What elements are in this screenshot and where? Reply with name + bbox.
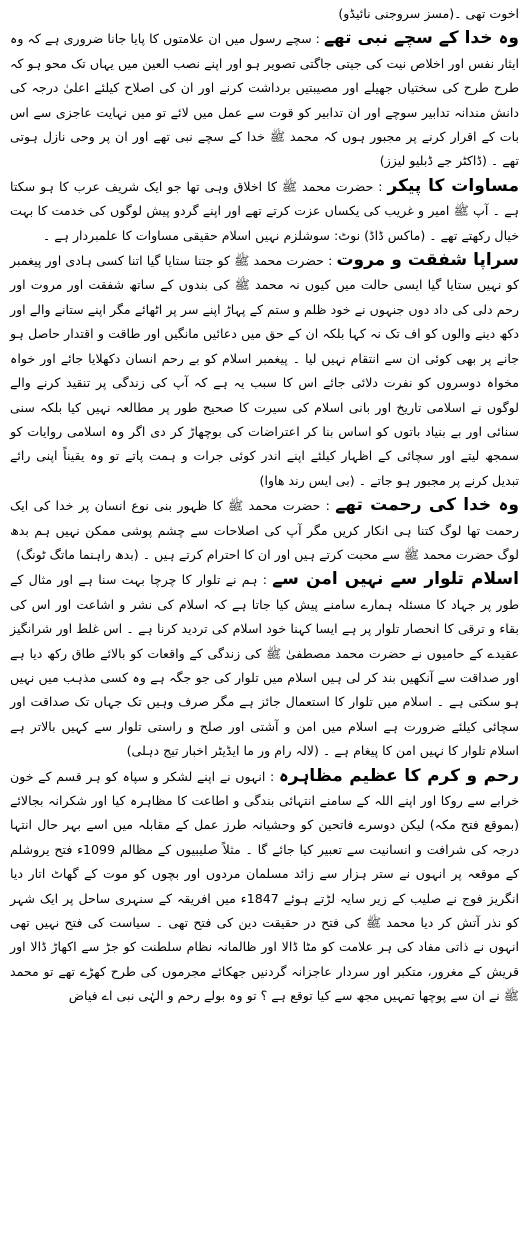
section-true-prophet [10,26,519,173]
section-body: : حضرت محمد ﷺ کا اخلاق وہی تھا جو ایک شریف عرب کا ہو سکتا ہے ۔ آپ ﷺ امیر و غریب کی یکساں عزت کرتے تھے اور اپنے گردو پیش لوگوں کی خدمت کا بہت خیال رکھتے تھے ۔ [10,178,519,243]
section-body: : حضرت محمد ﷺ کا ظہور بنی نوع انسان پر خدا کی ایک رحمت تھا لوگ کتنا ہی انکار کریں مگر آپ کی اصلاحات سے چشم پوشی ممکن نہیں ہم بدھ لوگ حضرت محمد ﷺ سے محبت کرتے ہیں اور ان کا احترام کرتے ہیں ۔ [10,498,519,562]
section-kindness [10,764,519,1009]
section-heading: مساوات کا پیکر [387,175,519,196]
section-citation: (ڈاکٹر جے ڈبلیو لیزز) [379,153,487,169]
section-citation: (ماکس ڈاڈ) نوٹ: سوشلزم نہیں اسلام حقیقی مساوات کا علمبردار ہے ۔ [42,227,426,243]
section-heading: وہ خدا کے سچے نبی تھے [323,28,519,49]
section-equality [10,174,519,248]
section-body: : ہم نے تلوار کا چرچا بہت سنا ہے اور مثال کے طور پر جہاد کا مسئلہ ہمارے سامنے پیش کیا جاتا ہے کہ اسلام کی نشر و اشاعت اور اس کی بقاء و ترقی کا انحصار تلوار پر ہے ایسا کہنا خود اسلام کی تردید کرنا ہے ۔ اس غلط اور شرانگیز عقیدے کے حامیوں نے حضرت محمد مصطفیٰ ﷺ کی زندگی کے واقعات کو بالائے طاق رکھ دیا ہے اور صداقت سے آنکھیں بند کر لی ہیں اسلام میں تلوار کی جو جگہ ہے وہ کسی مذہب میں نہیں ہو سکتی ہے ۔ اسلام میں تلوار کا استعمال جائز ہے مگر صرف وہیں تک جہاں تک صداقت اور سچائی کیلئے ضرورت ہے اسلام میں امن و آشتی اور صلح و راستی تلوار سے کہیں بالاتر ہے اسلام تلوار کا نہیں امن کا پیغام ہے ۔ [10,572,519,759]
section-continuation [10,2,519,26]
section-citation: (بی ایس رند ھاوا) [259,472,355,488]
section-compassion [10,248,519,493]
section-heading: وہ خدا کی رحمت تھے [335,495,519,516]
section-citation: (بدھ راہنما ماتگ ٹونگ) [15,546,139,562]
section-body: : سچے رسول میں ان علامتوں کا پایا جانا ضروری ہے کہ وہ ایثار نفس اور اخلاص نیت کی جیتی جاگتی تصویر ہو اور اپنے نصب العین میں یہاں تک محو ہو کہ طرح طرح کی سختیاں جھیلے اور مصیبتیں برداشت کرنے اور ان کی اصلاح کیلئے اعلیٰ درجہ کی دانش مندانہ تدابیر سوچے اور ان تدابیر کو قوت سے عمل میں لائے تو میں نہایت عاجزی سے اس بات کے اقرار کرنے پر مجبور ہوں کہ محمد ﷺ خدا کے سچے نبی تھے اور ان پر وحی نازل ہوتی تھے ۔ [10,31,519,169]
section-heading: رحم و کرم کا عظیم مظاہرہ [278,765,519,786]
section-mercy [10,493,519,567]
section-body: : حضرت محمد ﷺ کو جتنا ستایا گیا اتنا کسی ہادی اور پیغمبر کو نہیں ستایا گیا ایسی حالت میں کیوں نہ محمد ﷺ کی بندوں کے ساتھ شفقت اور مروت اور رحم دلی کی داد دوں جنہوں نے خود ظلم و ستم کے پہاڑ اپنے سر پر اٹھائے مگر اپنے ستانے والے اور دکھ دینے والوں کو اف تک نہ کہا بلکہ ان کے حق میں دعائیں مانگیں اور طاقت و اقتدار حاصل ہو جانے پر بھی کوئی ان سے انتقام نہیں لیا ۔ پیغمبر اسلام کو بے رحم انسان دکھلایا جائے اور خواہ مخواہ دوسروں کو نفرت دلائی جائے اس کا سبب یہ ہے کہ آپ کی زندگی پر تنقید کرنے والے لوگوں نے اسلامی تاریخ اور بانی اسلام کی سیرت کا صحیح طور پر مطالعہ نہیں کیا بلکہ سنی سنائی اور بے بنیاد باتوں کو اساس بنا کر اعتراضات کی بوچھاڑ کر دی اگر وہ اسلامی روایات کو سمجھ لیتے اور سچائی کے اظہار کیلئے اپنے اندر کوئی جرات و ہمت پاتے تو وہ یقیناً اپنی رائے تبدیل کرنے پر مجبور ہو جاتے ۔ [10,253,519,488]
section-citation: (لالہ رام ور ما ایڈیٹر اخبار تیج دہلی) [126,743,319,759]
section-heading: سراپا شفقت و مروت [336,250,519,271]
section-body: : انہوں نے اپنے لشکر و سپاہ کو ہر قسم کے خون خرابے سے روکا اور اپنے اللہ کے سامنے انتہائی بندگی و اطاعت کا مظاہرہ کیا اور شکرانہ بجالائے (بموقع فتح مکہ) لیکن دوسرے فاتحین کو وحشیانہ طرز عمل کے مقابلہ میں اسے بہر حال انتہا درجہ کی شرافت و انسانیت سے تعبیر کیا جائے گا ۔ مثلاً صلیبیوں کے مظالم 1099ء فتح یروشلم کے موقعہ پر انہوں نے ستر ہزار سے زائد مسلمان مردوں اور بچوں کو موت کے گھاٹ اتار دیا انگریز فوج نے صلیب کے زیر سایہ لڑتے ہوئے 1847ء میں افریقہ کے سنہری ساحل پر ایک شہر کو نذر آتش کر دیا محمد ﷺ کی فتح در حقیقت دین کی فتح تھی ۔ سیاست کی فتح نہیں تھی انہوں نے ذاتی مفاد کی ہر علامت کو مٹا ڈالا اور ظالمانہ نظام سلطنت کو جڑ سے اکھاڑ ڈالا اور قریش کے مغرور، متکبر اور سردار عاجزانہ گردنیں جھکائے مجرموں کی طرح کھڑے تھے تو محمد ﷺ نے ان سے پوچھا تمہیں مجھ سے کیا توقع ہے ؟ تو وہ بولے رحم و الہٰی نبی اے فیاض [10,768,519,1004]
section-heading: اسلام تلوار سے نہیں امن سے [272,569,519,590]
section-citation: اخوت تھی ۔(مسز سروجنی نائیڈو) [338,6,519,21]
section-peace [10,567,519,763]
